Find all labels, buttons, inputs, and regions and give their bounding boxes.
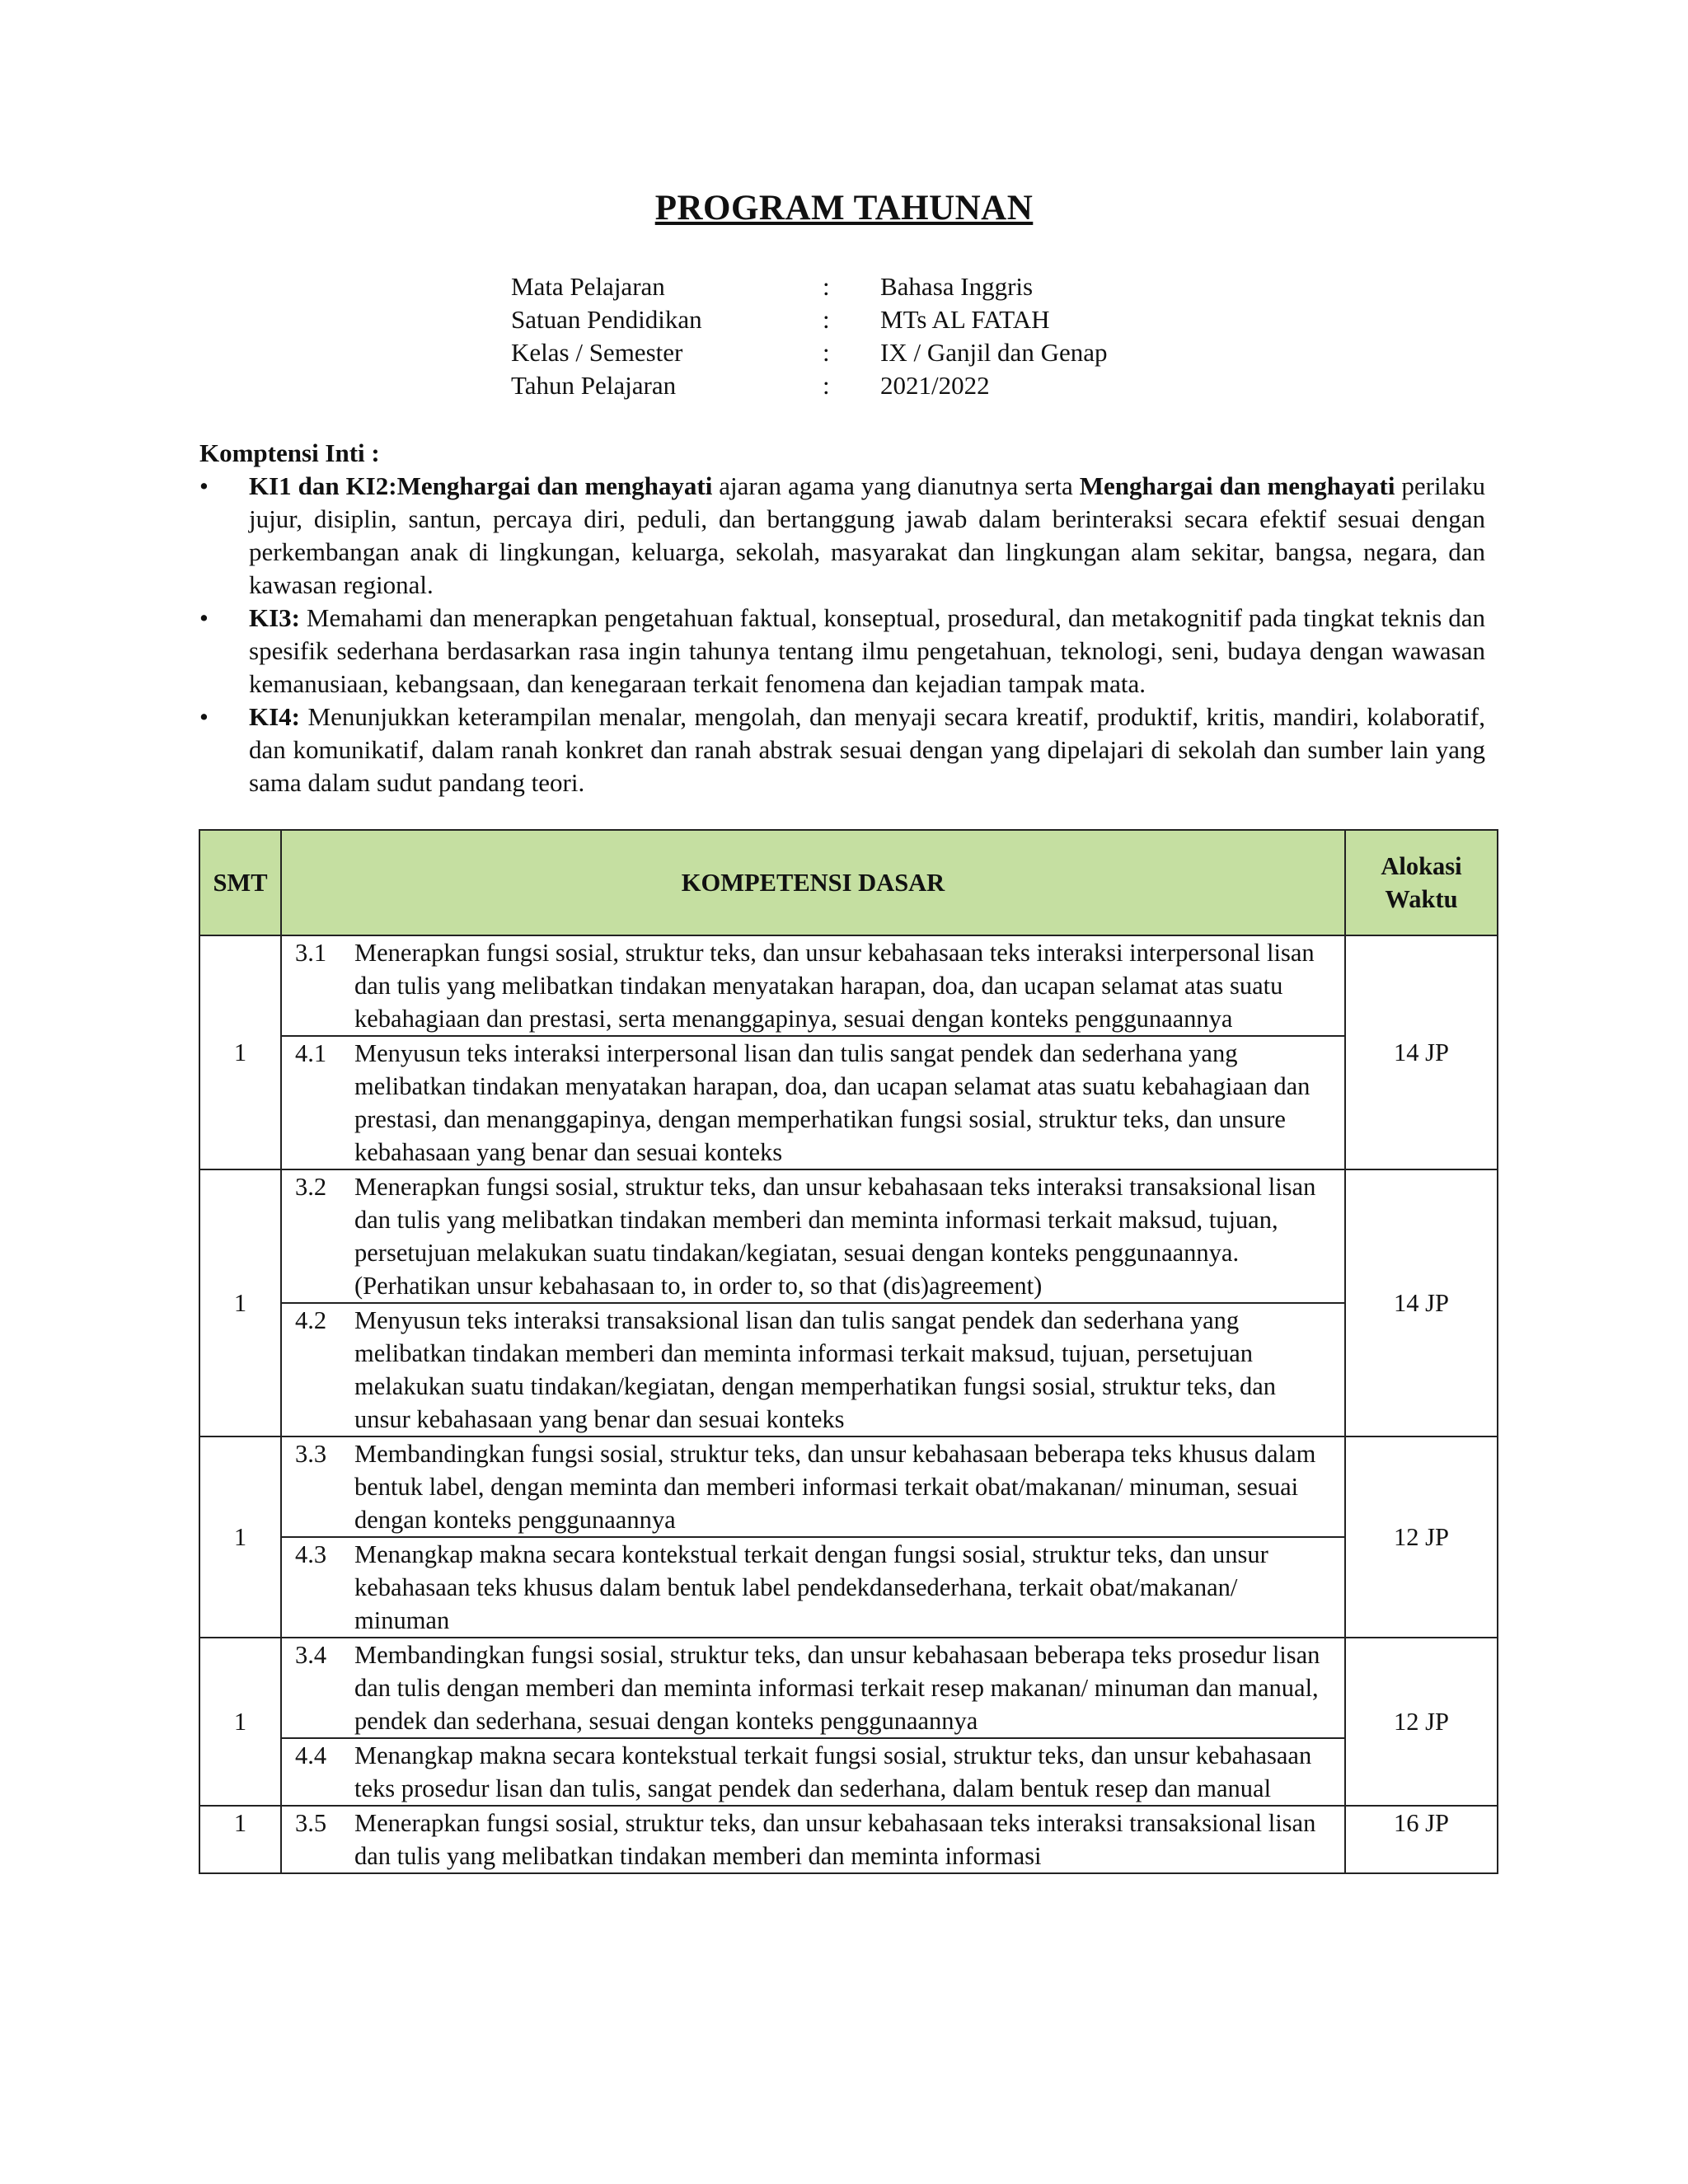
kd-item (282, 1170, 1344, 1302)
header-alokasi-waktu (1345, 830, 1498, 935)
kd-text: Menangkap makna secara kontekstual terkait dengan fungsi sosial, struktur teks, dan unsur kebahasaan teks khusus dalam bentuk label pendekdansederhana, terkait obat/makanan/ minuman (354, 1540, 1268, 1634)
table-header-row (199, 830, 1498, 935)
kd-number: 4.2 (295, 1306, 327, 1334)
header-kompetensi-dasar: KOMPETENSI DASAR (281, 830, 1345, 935)
info-colon: : (823, 272, 830, 301)
ki-item-1-2 (199, 470, 1485, 602)
kompetensi-inti-section (199, 437, 1485, 799)
kd-number: 4.1 (295, 1039, 327, 1067)
ki-label: KI1 dan KI2:Menghargai dan menghayati (249, 471, 713, 500)
kd-cell (281, 1436, 1345, 1638)
kompetensi-dasar-table (199, 829, 1498, 1874)
info-label: Satuan Pendidikan (511, 305, 702, 334)
smt-cell: 1 (199, 1806, 281, 1873)
kd-item (282, 1638, 1344, 1737)
ki-label: KI3: (249, 603, 300, 632)
info-row-subject (511, 270, 1292, 303)
table-row (199, 1806, 1498, 1873)
info-value: 2021/2022 (880, 371, 990, 400)
info-colon: : (823, 338, 830, 367)
info-row-year (511, 369, 1292, 402)
kd-item (282, 1807, 1344, 1872)
kd-cell (281, 935, 1345, 1169)
bullet: • (199, 471, 209, 500)
info-value: MTs AL FATAH (880, 305, 1050, 334)
kd-item (282, 1536, 1344, 1637)
table-row (199, 1638, 1498, 1806)
info-value: Bahasa Inggris (880, 272, 1034, 301)
alokasi-cell: 14 JP (1345, 1169, 1498, 1436)
kd-number: 3.3 (295, 1440, 327, 1468)
kd-number: 4.3 (295, 1540, 327, 1568)
table-row (199, 935, 1498, 1169)
bullet: • (199, 603, 209, 632)
alokasi-cell: 12 JP (1345, 1436, 1498, 1638)
kd-text: Menerapkan fungsi sosial, struktur teks, dan unsur kebahasaan teks interaksi transaksional lisan dan tulis yang melibatkan tindakan memberi dan meminta informasi (354, 1809, 1316, 1870)
info-colon: : (823, 305, 830, 334)
kompetensi-inti-list (199, 470, 1485, 799)
kd-number: 3.4 (295, 1641, 327, 1669)
smt-cell: 1 (199, 1436, 281, 1638)
kd-text: Menerapkan fungsi sosial, struktur teks, dan unsur kebahasaan teks interaksi interpersonal lisan dan tulis yang melibatkan tindakan menyatakan harapan, doa, dan ucapan selamat atas suatu kebahagiaan dan prestasi, serta menanggapinya, sesuai dengan konteks penggunaannya (354, 939, 1315, 1033)
header-alokasi-line1: Alokasi (1381, 852, 1462, 880)
smt-cell: 1 (199, 1638, 281, 1806)
page-title: PROGRAM TAHUNAN (654, 189, 1034, 227)
ki-item-4 (199, 701, 1485, 799)
ki-text: perilaku jujur, disiplin, santun, percaya diri, peduli, dan bertanggung jawab dalam berinteraksi secara efektif sesuai dengan perkembangan anak di lingkungan, keluarga, sekolah, masyarakat dan lingkungan alam sekitar, bangsa, negara, dan kawasan regional. (249, 471, 1485, 599)
ki-text: Memahami dan menerapkan pengetahuan faktual, konseptual, prosedural, dan metakognitif pada tingkat teknis dan spesifik sederhana berdasarkan rasa ingin tahunya tentang ilmu pengetahuan, teknologi, seni, budaya dengan wawasan kemanusiaan, kebangsaan, dan kenegaraan terkait fenomena dan kejadian tampak mata. (249, 603, 1485, 698)
document-info (511, 270, 1292, 402)
ki-text: Menunjukkan keterampilan menalar, mengolah, dan menyaji secara kreatif, produktif, kritis, mandiri, kolaboratif, dan komunikatif, dalam ranah konkret dan ranah abstrak sesuai dengan yang dipelajari di sekolah dan sumber lain yang sama dalam sudut pandang teori. (249, 702, 1485, 797)
kd-number: 3.2 (295, 1173, 327, 1201)
kd-text: Menerapkan fungsi sosial, struktur teks, dan unsur kebahasaan teks interaksi transaksional lisan dan tulis yang melibatkan tindakan memberi dan meminta informasi terkait maksud, tujuan, persetujuan melakukan suatu tindakan/kegiatan, sesuai dengan konteks penggunaannya. (Perhatikan unsur kebahasaan to, in order to, so that (dis)agreement) (354, 1173, 1316, 1300)
smt-cell: 1 (199, 1169, 281, 1436)
kd-number: 3.1 (295, 939, 327, 967)
ki-item-3 (199, 602, 1485, 701)
kd-text: Menangkap makna secara kontekstual terkait fungsi sosial, struktur teks, dan unsur kebahasaan teks prosedur lisan dan tulis, sangat pendek dan sederhana, dalam bentuk resep dan manual (354, 1741, 1312, 1802)
alokasi-cell: 16 JP (1345, 1806, 1498, 1873)
ki-emphasis: Menghargai dan menghayati (1079, 471, 1395, 500)
kd-cell (281, 1638, 1345, 1806)
info-label: Tahun Pelajaran (511, 371, 677, 400)
kd-text: Menyusun teks interaksi transaksional lisan dan tulis sangat pendek dan sederhana yang melibatkan tindakan memberi dan meminta informasi terkait maksud, tujuan, persetujuan melakukan suatu tindakan/kegiatan, dengan memperhatikan fungsi sosial, struktur teks, dan unsur kebahasaan yang benar dan sesuai konteks (354, 1306, 1277, 1433)
table-row (199, 1436, 1498, 1638)
info-value: IX / Ganjil dan Genap (880, 338, 1108, 367)
kd-item (282, 1302, 1344, 1436)
info-colon: : (823, 371, 830, 400)
ki-label: KI4: (249, 702, 300, 731)
kd-item (282, 936, 1344, 1035)
kd-text: Membandingkan fungsi sosial, struktur teks, dan unsur kebahasaan beberapa teks khusus dalam bentuk label, dengan meminta dan memberi informasi terkait obat/makanan/ minuman, sesuai dengan konteks penggunaannya (354, 1440, 1316, 1534)
kd-item (282, 1035, 1344, 1169)
kd-text: Menyusun teks interaksi interpersonal lisan dan tulis sangat pendek dan sederhana yang melibatkan tindakan menyatakan harapan, doa, dan ucapan selamat atas suatu kebahagiaan dan prestasi, dan menanggapinya, dengan memperhatikan fungsi sosial, struktur teks, dan unsure kebahasaan yang benar dan sesuai konteks (354, 1039, 1311, 1166)
info-row-class (511, 336, 1292, 369)
alokasi-cell: 14 JP (1345, 935, 1498, 1169)
kd-item (282, 1737, 1344, 1805)
kd-number: 4.4 (295, 1741, 327, 1769)
info-row-school (511, 303, 1292, 336)
info-label: Mata Pelajaran (511, 272, 665, 301)
smt-cell: 1 (199, 935, 281, 1169)
header-smt: SMT (199, 830, 281, 935)
kd-cell (281, 1169, 1345, 1436)
info-label: Kelas / Semester (511, 338, 683, 367)
kd-text: Membandingkan fungsi sosial, struktur teks, dan unsur kebahasaan beberapa teks prosedur lisan dan tulis dengan memberi dan meminta informasi terkait resep makanan/ minuman dan manual, pendek dan sederhana, sesuai dengan konteks penggunaannya (354, 1641, 1320, 1735)
alokasi-cell: 12 JP (1345, 1638, 1498, 1806)
kd-cell (281, 1806, 1345, 1873)
section-heading: Komptensi Inti : (199, 438, 380, 467)
header-alokasi-line2: Waktu (1385, 885, 1458, 913)
table-row (199, 1169, 1498, 1436)
bullet: • (199, 702, 209, 731)
kd-number: 3.5 (295, 1809, 327, 1837)
ki-text: ajaran agama yang dianutnya serta (712, 471, 1080, 500)
kd-item (282, 1437, 1344, 1536)
